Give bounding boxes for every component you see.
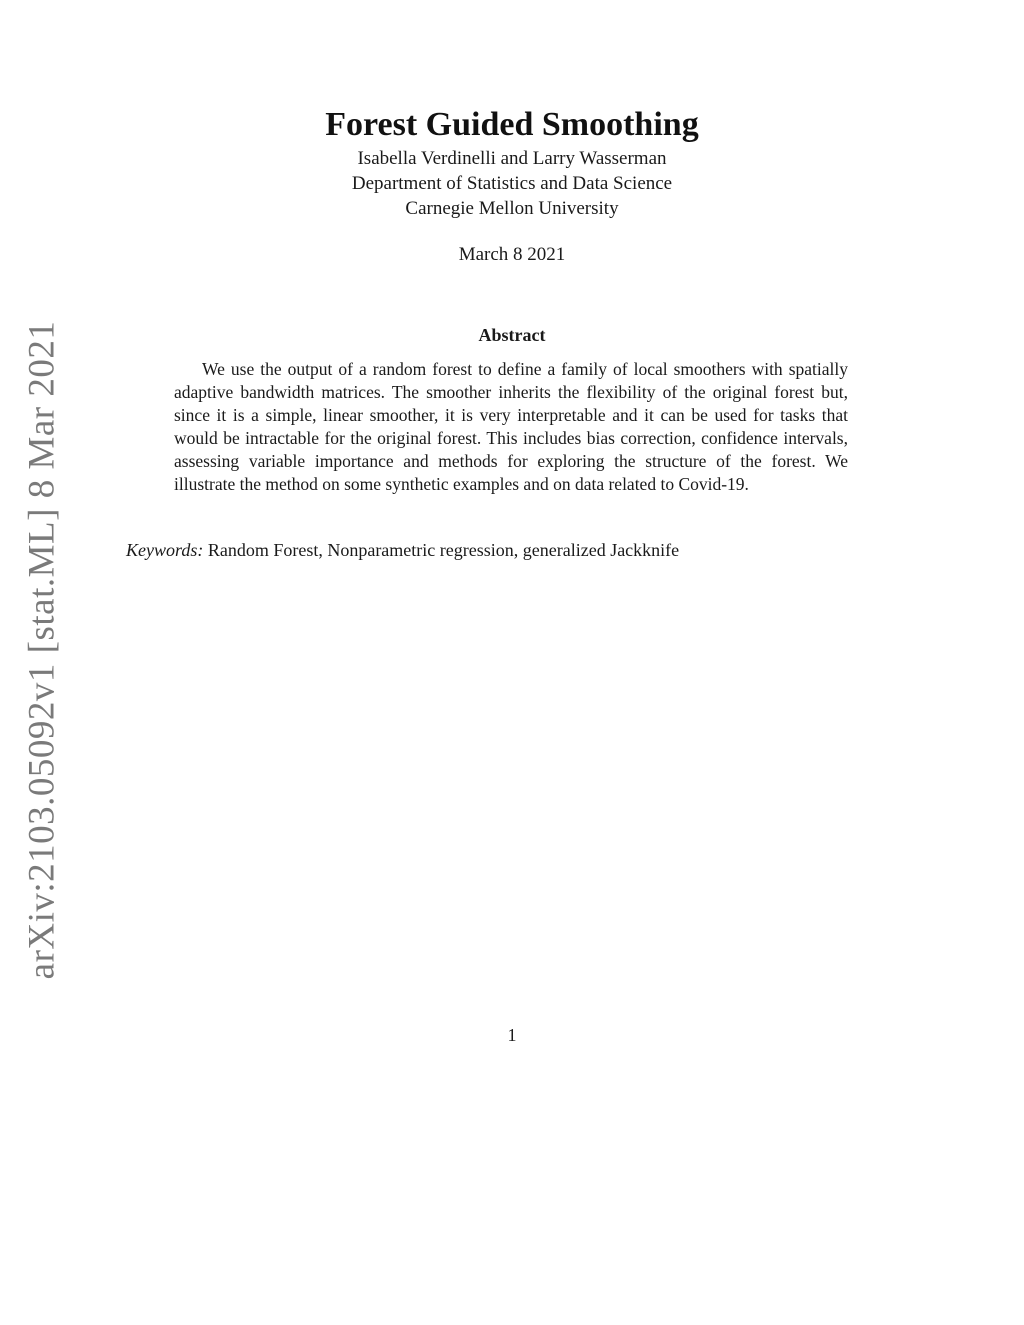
page-number: 1 <box>507 1025 517 1045</box>
abstract-heading: Abstract <box>478 325 546 345</box>
paper-authors: Isabella Verdinelli and Larry Wasserman <box>357 148 667 169</box>
paper-title: Forest Guided Smoothing <box>325 106 699 143</box>
abstract-text: We use the output of a random forest to define a family of local smoothers with spatially adaptive bandwidth matrices. The smoother inherits the flexibility of the original forest but, since it is a simple, linear smoother, it is very interpretable and it can be used for tasks that would be intractable for the original forest. This includes bias correction, confidence intervals, assessing variable importance and methods for exploring the structure of the forest. We illustrate the method on some synthetic examples and on data related to Covid-19. <box>174 359 848 494</box>
paper-university: Carnegie Mellon University <box>405 198 619 219</box>
title-block <box>0 104 1024 286</box>
paper-department: Department of Statistics and Data Science <box>351 173 673 194</box>
keywords-text: Random Forest, Nonparametric regression, generalized Jackknife <box>207 540 680 560</box>
arxiv-side-stamp: arXiv:2103.05092v1 [stat.ML] 8 Mar 2021 <box>21 320 63 980</box>
keywords-line <box>126 538 906 562</box>
keywords-label: Keywords: <box>126 540 204 560</box>
paper-date: March 8 2021 <box>458 244 566 265</box>
